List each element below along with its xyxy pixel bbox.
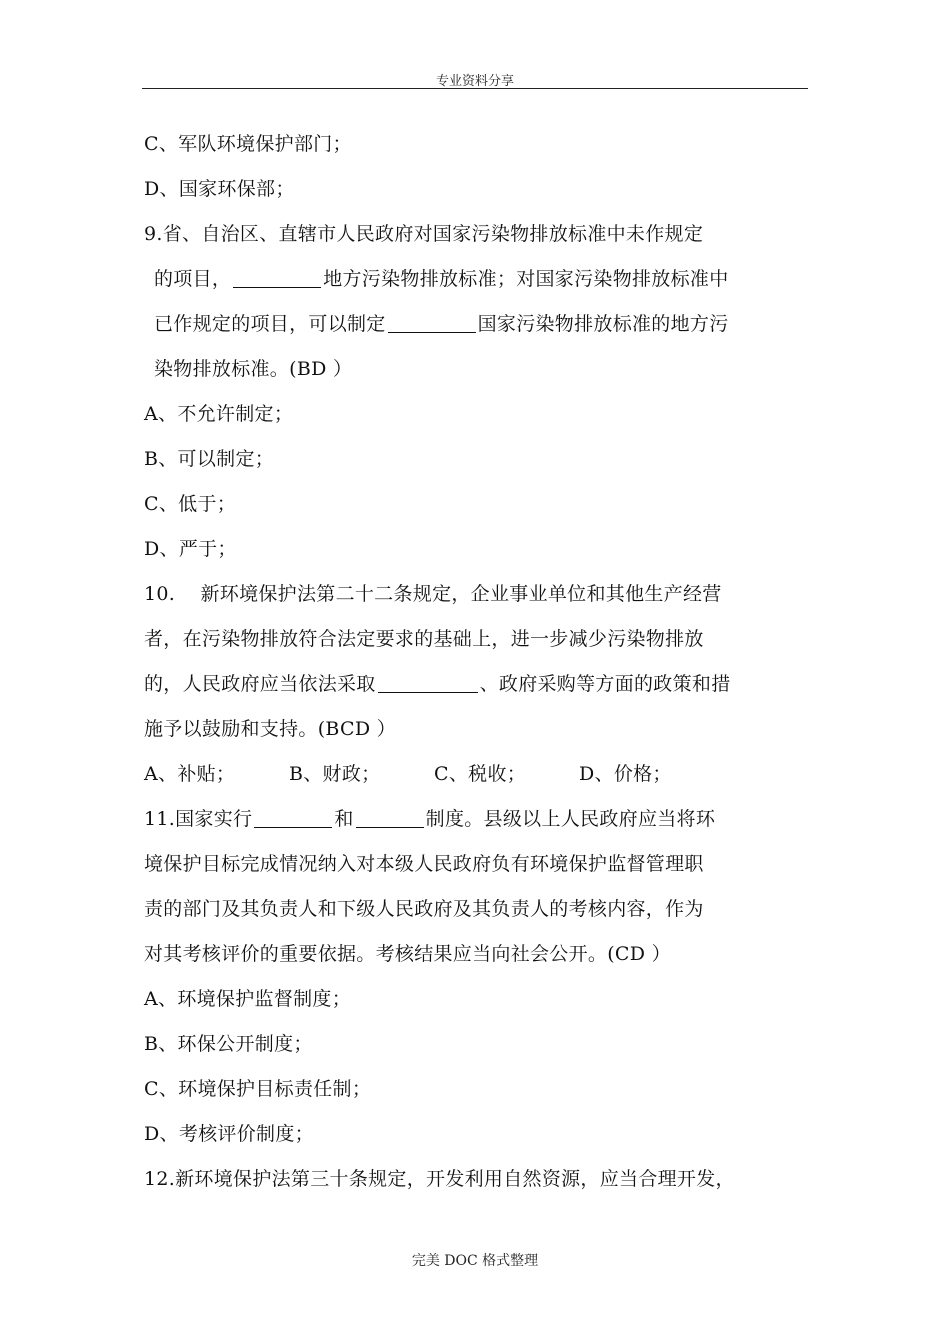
option-line: C、低于； xyxy=(144,493,237,515)
question-9-line xyxy=(144,302,810,347)
question-11-line: 对其考核评价的重要依据。考核结果应当向社会公开。(CD ） xyxy=(144,943,671,965)
question-9-line xyxy=(144,257,810,302)
document-body xyxy=(144,122,810,1202)
option-line: D、考核评价制度； xyxy=(144,1123,314,1145)
answer-blank xyxy=(356,807,424,828)
question-text: 已作规定的项目，可以制定 xyxy=(154,313,386,335)
option-d: D、价格； xyxy=(579,763,672,785)
question-12-line: 12.新环境保护法第三十条规定，开发利用自然资源，应当合理开发， xyxy=(144,1168,735,1190)
question-11-line: 境保护目标完成情况纳入对本级人民政府负有环境保护监督管理职 xyxy=(144,853,704,875)
option-b: B、财政； xyxy=(289,763,381,785)
option-c: C、税收； xyxy=(434,763,527,785)
question-text: 和 xyxy=(334,808,354,830)
question-9-line: 染物排放标准。(BD ） xyxy=(154,358,353,380)
answer-blank xyxy=(388,312,476,333)
question-text: 地方污染物排放标准；对国家污染物排放标准中 xyxy=(323,268,729,290)
question-10-line: 10. 新环境保护法第二十二条规定，企业事业单位和其他生产经营 xyxy=(144,583,722,605)
answer-blank xyxy=(254,807,332,828)
question-text: 制度。县级以上人民政府应当将环 xyxy=(425,808,716,830)
question-11-line: 责的部门及其负责人和下级人民政府及其负责人的考核内容，作为 xyxy=(144,898,704,920)
option-line: B、可以制定； xyxy=(144,448,275,470)
question-10-line: 施予以鼓励和支持。(BCD ） xyxy=(144,718,397,740)
question-10-line: 者，在污染物排放符合法定要求的基础上，进一步减少污染物排放 xyxy=(144,628,704,650)
option-line: D、严于； xyxy=(144,538,237,560)
option-line: B、环保公开制度； xyxy=(144,1033,313,1055)
question-text: 、政府采购等方面的政策和措 xyxy=(479,673,731,695)
option-line: A、环境保护监督制度； xyxy=(144,988,352,1010)
option-a: A、补贴； xyxy=(144,763,236,785)
question-10-line xyxy=(144,662,810,707)
question-text: 的，人民政府应当依法采取 xyxy=(144,673,376,695)
page-header: 专业资料分享 xyxy=(435,74,514,89)
page-footer: 完美 DOC 格式整理 xyxy=(411,1253,539,1269)
option-line: C、环境保护目标责任制； xyxy=(144,1078,372,1100)
option-line: C、军队环境保护部门； xyxy=(144,133,352,155)
answer-blank xyxy=(233,267,321,288)
question-text: 国家污染物排放标准的地方污 xyxy=(477,313,729,335)
question-11-line xyxy=(144,797,810,842)
option-line: A、不允许制定； xyxy=(144,403,294,425)
question-text: 11.国家实行 xyxy=(144,808,253,830)
question-9-line: 9.省、自治区、直辖市人民政府对国家污染物排放标准中未作规定 xyxy=(144,223,704,245)
option-line: D、国家环保部； xyxy=(144,178,295,200)
question-text: 的项目， xyxy=(154,268,232,290)
answer-blank xyxy=(378,672,478,693)
option-row xyxy=(144,752,810,797)
header-divider xyxy=(142,88,808,89)
